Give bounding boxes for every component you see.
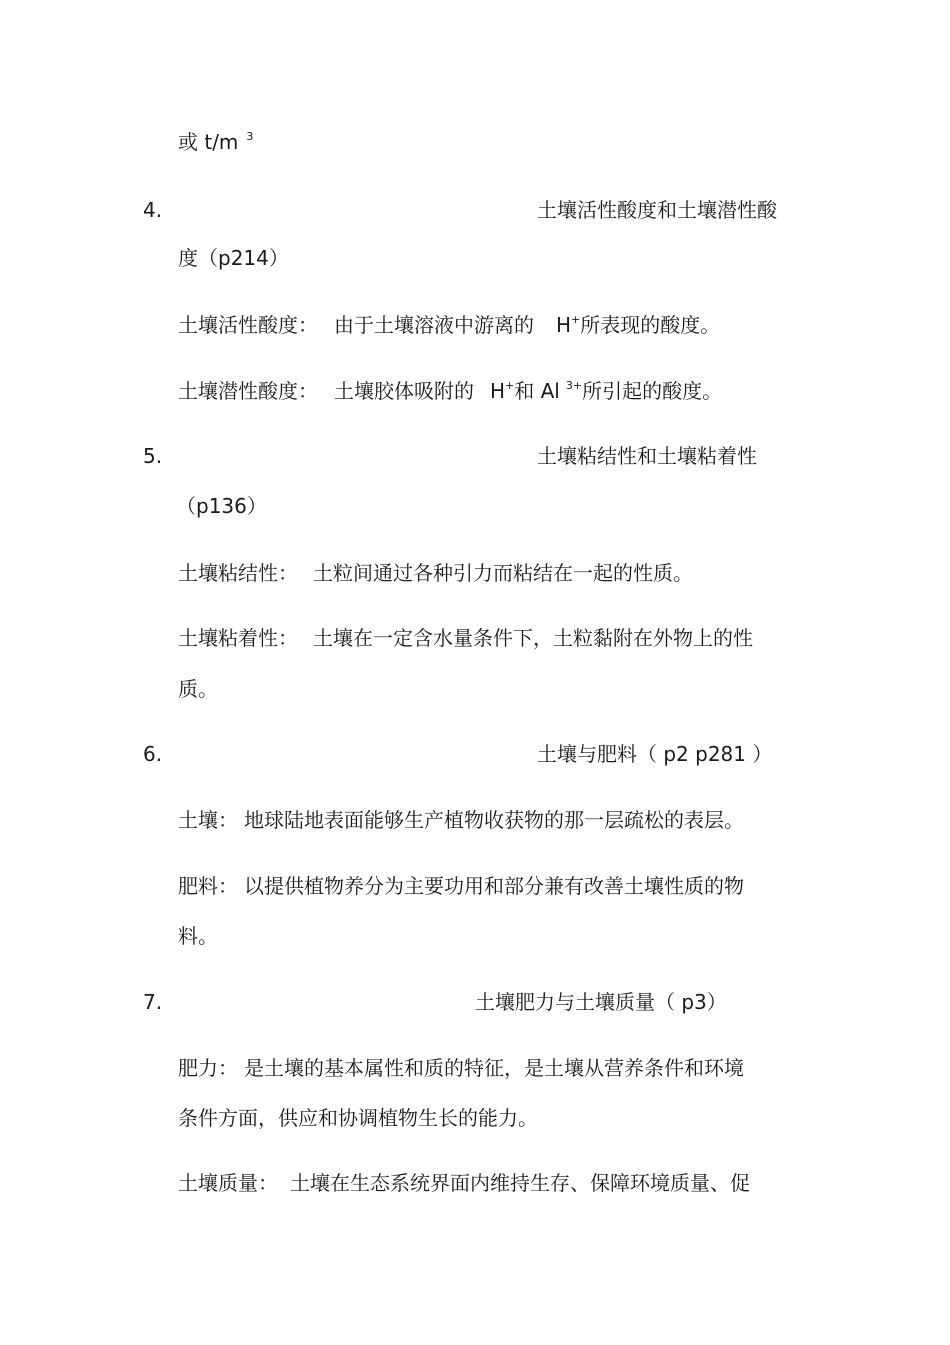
definition-text-end: 所表现的酸度。 [580, 313, 721, 337]
hydrogen-charge: + [571, 313, 581, 326]
definition-text: 是土壤的基本属性和质的特征，是土壤从营养条件和环境 [244, 1056, 744, 1080]
term-label: 肥力： [178, 1056, 238, 1080]
section-6-definition-soil [178, 808, 744, 832]
section-5-definition-cohesion [178, 561, 693, 585]
definition-text: 土壤胶体吸附的 [334, 379, 474, 403]
term-label: 土壤粘结性： [178, 561, 298, 585]
definition-text: 土壤在生态系统界面内维持生存、保障环境质量、促 [290, 1171, 750, 1195]
section-6-definition-fertilizer-continued: 料。 [178, 924, 218, 948]
definition-text: 土壤在一定含水量条件下，土粒黏附在外物上的性 [313, 626, 753, 650]
section-7-definition-quality [178, 1171, 750, 1195]
unit-line [178, 130, 253, 154]
section-4-number: 4. [143, 198, 163, 222]
term-label: 土壤： [178, 808, 238, 832]
section-4-definition-potential [178, 379, 722, 403]
section-6-definition-fertilizer [178, 874, 744, 898]
term-label: 土壤粘着性： [178, 626, 298, 650]
definition-text: 以提供植物养分为主要功用和部分兼有改善土壤性质的物 [244, 874, 744, 898]
unit-text: 或 t/m [178, 130, 239, 154]
section-7-definition-fertility [178, 1056, 744, 1080]
definition-text-end: 所引起的酸度。 [582, 379, 723, 403]
section-6-number: 6. [143, 742, 163, 766]
term-label: 土壤潜性酸度： [178, 379, 318, 403]
aluminium-charge: 3+ [565, 379, 583, 392]
section-7-definition-fertility-continued: 条件方面，供应和协调植物生长的能力。 [178, 1106, 538, 1130]
definition-text: 土粒间通过各种引力而粘结在一起的性质。 [313, 561, 693, 585]
definition-text: 由于土壤溶液中游离的 [334, 313, 534, 337]
hydrogen-charge: + [505, 379, 515, 392]
definition-text: 地球陆地表面能够生产植物收获物的那一层疏松的表层。 [244, 808, 744, 832]
section-4-title-continued: 度（p214） [178, 246, 289, 270]
term-label: 肥料： [178, 874, 238, 898]
section-7-title: 土壤肥力与土壤质量（ p3） [475, 990, 727, 1014]
section-5-number: 5. [143, 444, 163, 468]
aluminium-text: 和 Al [514, 379, 560, 403]
term-label: 土壤质量： [178, 1171, 278, 1195]
section-5-title: 土壤粘结性和土壤粘着性 [537, 444, 757, 468]
section-7-number: 7. [143, 990, 163, 1014]
section-6-title: 土壤与肥料（ p2 p281 ） [537, 742, 773, 766]
unit-superscript: 3 [246, 130, 254, 143]
section-5-definition-adhesion [178, 626, 753, 650]
section-4-title: 土壤活性酸度和土壤潜性酸 [537, 198, 777, 222]
hydrogen-symbol: H [490, 379, 506, 403]
hydrogen-symbol: H [556, 313, 572, 337]
section-5-title-continued: （p136） [176, 494, 267, 518]
term-label: 土壤活性酸度： [178, 313, 318, 337]
section-5-definition-adhesion-continued: 质。 [178, 677, 218, 701]
section-4-definition-active [178, 313, 720, 337]
